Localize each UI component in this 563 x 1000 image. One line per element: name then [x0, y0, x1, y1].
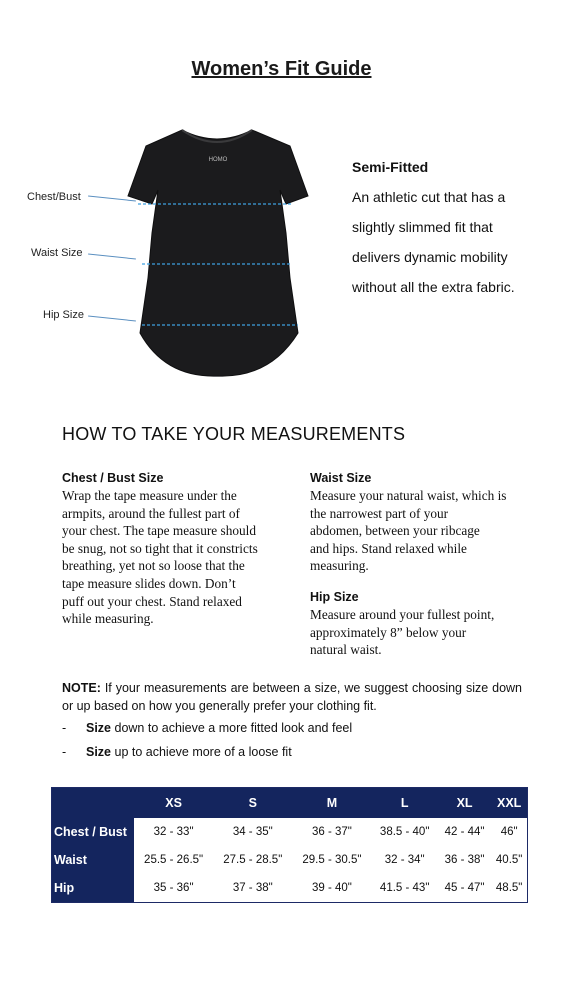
- table-cell: 39 - 40": [311, 882, 352, 894]
- chest-heading: Chest / Bust Size: [62, 471, 164, 485]
- table-cell: 37 - 38": [232, 882, 273, 894]
- table-cell: 40.5": [495, 854, 523, 866]
- hip-size-label: Hip Size: [43, 309, 84, 321]
- howto-heading: HOW TO TAKE YOUR MEASUREMENTS: [62, 424, 406, 444]
- hip-line: natural waist.: [310, 642, 382, 658]
- waist-heading: Waist Size: [310, 471, 372, 485]
- hip-line: Measure around your fullest point,: [310, 607, 495, 622]
- size-column-header: S: [213, 788, 292, 819]
- page-title: Women’s Fit Guide: [191, 58, 372, 80]
- table-cell: 25.5 - 26.5": [144, 854, 204, 866]
- size-column-header: L: [372, 788, 438, 819]
- table-cell: 35 - 36": [153, 882, 194, 894]
- tshirt-icon: [120, 118, 315, 388]
- chest-line: armpits, around the fullest part of: [62, 505, 240, 521]
- chest-line: Wrap the tape measure under the: [62, 488, 237, 503]
- table-cell: 46": [500, 826, 518, 838]
- chest-instructions: [62, 469, 302, 628]
- chest-line: your chest. The tape measure should: [62, 523, 256, 539]
- waist-line: the narrowest part of your: [310, 505, 449, 521]
- note-text: If your measurements are between a size, we suggest choosing size down or up based on how you generally prefer your clothing fit.: [62, 681, 522, 713]
- fit-line: An athletic cut that has a: [352, 189, 506, 205]
- chest-bust-label: Chest/Bust: [27, 191, 81, 203]
- bullet-item: - Size down to achieve a more fitted look and feel: [62, 721, 353, 735]
- fit-line: slightly slimmed fit that: [352, 219, 493, 235]
- table-cell: 41.5 - 43": [379, 882, 430, 894]
- table-row: [52, 818, 528, 846]
- size-chart-table: [51, 787, 528, 903]
- fit-description: [352, 152, 552, 302]
- waist-line: and hips. Stand relaxed while: [310, 540, 467, 556]
- note-label: NOTE:: [62, 681, 101, 695]
- table-corner: [52, 788, 135, 819]
- table-cell: 48.5": [495, 882, 523, 894]
- fit-name: Semi-Fitted: [352, 159, 429, 175]
- table-cell: 36 - 37": [311, 826, 352, 838]
- hip-instructions: [310, 588, 550, 659]
- bullet-item: - Size up to achieve more of a loose fit: [62, 745, 292, 759]
- chest-line: while measuring.: [62, 611, 154, 627]
- hip-line: approximately 8” below your: [310, 624, 467, 640]
- table-cell: 29.5 - 30.5": [302, 854, 362, 866]
- table-cell: 42 - 44": [444, 826, 485, 838]
- chest-line: breathing, yet not so loose that the: [62, 558, 245, 574]
- brand-tag: HOMO: [208, 157, 228, 163]
- row-label: Chest / Bust: [52, 818, 135, 846]
- waist-line: measuring.: [310, 558, 369, 574]
- table-cell: 32 - 33": [153, 826, 194, 838]
- table-cell: 45 - 47": [444, 882, 485, 894]
- size-column-header: XS: [134, 788, 213, 819]
- row-label: Hip: [52, 874, 135, 903]
- chest-line: puff out your chest. Stand relaxed: [62, 593, 242, 609]
- size-column-header: XXL: [491, 788, 527, 819]
- size-column-header: XL: [438, 788, 491, 819]
- table-cell: 27.5 - 28.5": [223, 854, 283, 866]
- table-cell: 32 - 34": [384, 854, 425, 866]
- waist-size-label: Waist Size: [31, 247, 83, 259]
- tshirt-illustration: [120, 118, 315, 388]
- fit-line: delivers dynamic mobility: [352, 249, 508, 265]
- table-header-row: [52, 788, 528, 819]
- table-cell: 38.5 - 40": [379, 826, 430, 838]
- hip-heading: Hip Size: [310, 590, 359, 604]
- note-paragraph: [62, 680, 522, 715]
- table-row: [52, 846, 528, 874]
- waist-instructions: [310, 469, 550, 575]
- size-column-header: M: [292, 788, 371, 819]
- table-cell: 34 - 35": [232, 826, 273, 838]
- table-cell: 36 - 38": [444, 854, 485, 866]
- row-label: Waist: [52, 846, 135, 874]
- table-row: [52, 874, 528, 903]
- waist-line: Measure your natural waist, which is: [310, 488, 507, 503]
- chest-line: be snug, not so tight that it constricts: [62, 540, 258, 556]
- waist-line: abdomen, between your ribcage: [310, 523, 480, 539]
- fit-line: without all the extra fabric.: [352, 279, 515, 295]
- chest-line: tape measure slides down. Don’t: [62, 575, 236, 591]
